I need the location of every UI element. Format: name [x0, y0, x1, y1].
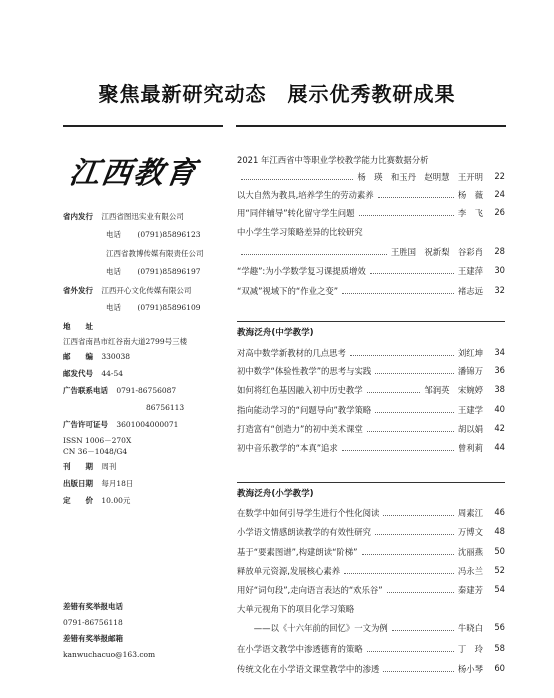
- toc-author: 周素江: [457, 508, 483, 518]
- toc-author: 胡以娟: [457, 424, 483, 434]
- toc-page-number: 48: [494, 526, 505, 536]
- toc-entry[interactable]: [237, 347, 505, 359]
- toc-entry[interactable]: [237, 584, 505, 596]
- outside-line: [63, 286, 191, 296]
- period-label: 刊 期: [63, 462, 93, 471]
- toc-title: 以大自然为教具,培养学生的劳动素养: [237, 190, 374, 200]
- toc-author: 潘锦万: [457, 366, 483, 376]
- sponsor-2: 江西省教博传媒有限责任公司: [106, 249, 204, 258]
- toc-entry[interactable]: [237, 603, 505, 615]
- toc-leader-dots: [370, 273, 454, 274]
- toc-page-number: 58: [494, 643, 505, 653]
- mail-code: 44-54: [101, 369, 124, 378]
- toc-title: 用“同伴辅导”转化留守学生问题: [237, 208, 355, 218]
- price-line: [63, 496, 130, 506]
- section-divider: [237, 321, 505, 322]
- toc-entry[interactable]: [237, 365, 505, 377]
- ad-license-line: [63, 420, 178, 430]
- ad-license-label: 广告许可证号: [63, 420, 108, 429]
- toc-entry[interactable]: [237, 423, 505, 435]
- sponsor-1: 江西省图迅实业有限公司: [101, 212, 184, 221]
- toc-author: 王建学: [457, 405, 483, 415]
- period: 周刊: [101, 462, 117, 471]
- toc-title: ——以《十六年前的回忆》一文为例: [237, 623, 388, 633]
- toc-leader-dots: [367, 392, 420, 393]
- period-line: [63, 462, 116, 472]
- toc-page-number: 36: [494, 365, 505, 375]
- toc-entry[interactable]: [237, 246, 505, 258]
- toc-page-number: 40: [494, 404, 505, 414]
- toc-author: 曾利莉: [457, 443, 483, 453]
- mail-code-line: [63, 369, 123, 379]
- toc-leader-dots: [375, 534, 454, 535]
- outside-1: 江西开心文化传媒有限公司: [101, 286, 192, 295]
- toc-title: 传统文化在小学语文课堂教学中的渗透: [237, 664, 380, 674]
- toc-title: “学趣”:为小学数学复习课提质增效: [237, 266, 366, 276]
- price-label: 定 价: [63, 496, 93, 505]
- date-label: 出版日期: [63, 479, 93, 488]
- toc-leader-dots: [241, 179, 353, 180]
- toc-page-number: 38: [494, 384, 505, 394]
- toc-entry[interactable]: [237, 285, 505, 297]
- toc-title: 释放单元资源,发展核心素养: [237, 566, 341, 576]
- toc-title: 2021 年江西省中等职业学校教学能力比赛数据分析: [237, 155, 429, 165]
- phone-1: (0791)85896123: [137, 230, 201, 239]
- toc-author: 秦建芳: [457, 585, 483, 595]
- toc-title: 初中数学“体验性教学”的思考与实践: [237, 366, 372, 376]
- section-heading-primary-school: 教海泛舟(小学教学): [237, 489, 314, 499]
- postcode-line: [63, 352, 130, 362]
- address-label: 地 址: [63, 322, 93, 331]
- toc-page-number: 52: [494, 565, 505, 575]
- mail-code-label: 邮发代号: [63, 369, 93, 378]
- ad-phone-2: 86756113: [146, 403, 185, 412]
- toc-entry[interactable]: [237, 226, 505, 238]
- toc-entry[interactable]: [237, 622, 505, 634]
- toc-leader-dots: [367, 431, 454, 432]
- toc-title: 小学语文情感朗读教学的有效性研究: [237, 527, 371, 537]
- toc-author: 王建萍: [457, 266, 483, 276]
- toc-leader-dots: [241, 254, 387, 255]
- toc-leader-dots: [383, 515, 454, 516]
- toc-page-number: 42: [494, 423, 505, 433]
- toc-entry[interactable]: [237, 507, 505, 519]
- phone-1-label: 电话: [106, 230, 121, 239]
- toc-leader-dots: [367, 651, 454, 652]
- sponsor-label: 省内发行: [63, 212, 93, 221]
- ad-phone: 0791-86756087: [116, 386, 177, 395]
- toc-title: 指向能动学习的“问题导向”教学策略: [237, 405, 372, 415]
- sponsor-1-line: [63, 212, 184, 222]
- toc-author: 沈丽燕: [457, 547, 483, 557]
- toc-page-number: 24: [494, 189, 505, 199]
- toc-author: 李 飞: [457, 208, 483, 218]
- ad-license: 3601004000071: [116, 420, 179, 429]
- toc-leader-dots: [375, 373, 454, 374]
- toc-author: 杨小琴: [457, 664, 483, 674]
- toc-entry[interactable]: [237, 265, 505, 277]
- toc-page-number: 44: [494, 442, 505, 452]
- toc-page-number: 50: [494, 546, 505, 556]
- toc-leader-dots: [378, 197, 454, 198]
- toc-leader-dots: [342, 450, 454, 451]
- outside-label: 省外发行: [63, 286, 93, 295]
- ad-phone-line: [63, 386, 176, 396]
- phone-3-line: [106, 303, 201, 313]
- postcode-label: 邮 编: [63, 352, 93, 361]
- table-of-contents: [237, 0, 505, 698]
- toc-page-number: 56: [494, 622, 505, 632]
- toc-entry[interactable]: [237, 565, 505, 577]
- toc-entry[interactable]: [237, 663, 505, 675]
- report-email-label: 差错有奖举报邮箱: [63, 634, 123, 643]
- date-line: [63, 479, 133, 489]
- toc-page-number: 22: [494, 171, 505, 181]
- report-email: kanwuchacuo@163.com: [63, 650, 156, 659]
- toc-entry[interactable]: [237, 154, 505, 166]
- toc-author: 万博文: [457, 527, 483, 537]
- toc-page-number: 60: [494, 663, 505, 673]
- toc-author: 刘红坤: [457, 348, 483, 358]
- divider-left: [63, 125, 223, 127]
- toc-author: 褚志远: [457, 286, 483, 296]
- toc-leader-dots: [342, 293, 454, 294]
- toc-leader-dots: [387, 592, 454, 593]
- toc-title: 对高中数学新教材的几点思考: [237, 348, 346, 358]
- toc-author: 杨 瑛 和玉丹 赵明慧 王开明: [357, 172, 483, 182]
- toc-entry[interactable]: [237, 384, 505, 396]
- toc-author: 邹润英 宋婉婷: [424, 385, 483, 395]
- toc-entry[interactable]: [237, 643, 505, 655]
- phone-2-line: [106, 267, 201, 277]
- price: 10.00元: [101, 496, 131, 505]
- toc-author: 丁 玲: [457, 644, 483, 654]
- toc-title: 初中音乐教学的“本真”追求: [237, 443, 338, 453]
- phone-2-label: 电话: [106, 267, 121, 276]
- toc-leader-dots: [375, 412, 454, 413]
- toc-page-number: 26: [494, 207, 505, 217]
- toc-leader-dots: [362, 554, 454, 555]
- toc-title: 打造富有“创造力”的初中美术课堂: [237, 424, 363, 434]
- toc-title: 如何将红色基因融入初中历史教学: [237, 385, 363, 395]
- phone-1-line: [106, 230, 201, 240]
- toc-leader-dots: [350, 355, 454, 356]
- postcode: 330038: [101, 352, 131, 361]
- toc-page-number: 46: [494, 507, 505, 517]
- toc-title: 基于“要素图谱”,构建朗读“阶梯”: [237, 547, 358, 557]
- phone-2: (0791)85896197: [137, 267, 201, 276]
- toc-leader-dots: [383, 671, 454, 672]
- toc-author: 冯永兰: [457, 566, 483, 576]
- ad-phone-label: 广告联系电话: [63, 386, 108, 395]
- toc-title: 中小学生学习策略差异的比较研究: [237, 227, 363, 237]
- address: 江西省南昌市红谷南大道2799号三楼: [63, 337, 188, 346]
- report-phone-label: 差错有奖举报电话: [63, 602, 123, 611]
- toc-title: “双减”视域下的“作业之变”: [237, 286, 339, 296]
- banner-slogan: 聚焦最新研究动态 展示优秀教研成果: [98, 82, 456, 106]
- section-divider: [237, 482, 505, 483]
- toc-leader-dots: [359, 215, 454, 216]
- pub-date: 每月18日: [101, 479, 134, 488]
- toc-entry[interactable]: [237, 189, 505, 201]
- toc-author: 王胜国 祝新梨 谷彩肖: [390, 247, 483, 257]
- toc-entry[interactable]: [237, 404, 505, 416]
- toc-page-number: 34: [494, 347, 505, 357]
- toc-title: 用好“词句段”,走向语言表达的“欢乐谷”: [237, 585, 383, 595]
- report-phone: 0791-86756118: [63, 618, 123, 627]
- magazine-logo: 江西教育: [67, 156, 200, 191]
- toc-title: 在数学中如何引导学生进行个性化阅读: [237, 508, 380, 518]
- section-heading-middle-school: 教海泛舟(中学教学): [237, 328, 314, 338]
- cn-number: CN 36－1048/G4: [63, 447, 128, 456]
- toc-author: 杨 薇: [457, 190, 483, 200]
- issn: ISSN 1006－270X: [63, 436, 132, 445]
- toc-entry[interactable]: [237, 207, 505, 219]
- toc-leader-dots: [392, 630, 454, 631]
- toc-page-number: 32: [494, 285, 505, 295]
- toc-page-number: 28: [494, 246, 505, 256]
- toc-author: 牛晓白: [457, 623, 483, 633]
- toc-page-number: 30: [494, 265, 505, 275]
- toc-entry[interactable]: [237, 442, 505, 454]
- toc-leader-dots: [344, 573, 454, 574]
- toc-title: 大单元视角下的项目化学习策略: [237, 604, 355, 614]
- phone-3: (0791)85896109: [137, 303, 201, 312]
- phone-3-label: 电话: [106, 303, 121, 312]
- toc-entry[interactable]: [237, 526, 505, 538]
- toc-entry[interactable]: [237, 171, 505, 183]
- toc-page-number: 54: [494, 584, 505, 594]
- toc-entry[interactable]: [237, 546, 505, 558]
- toc-title: 在小学语文教学中渗透德育的策略: [237, 644, 363, 654]
